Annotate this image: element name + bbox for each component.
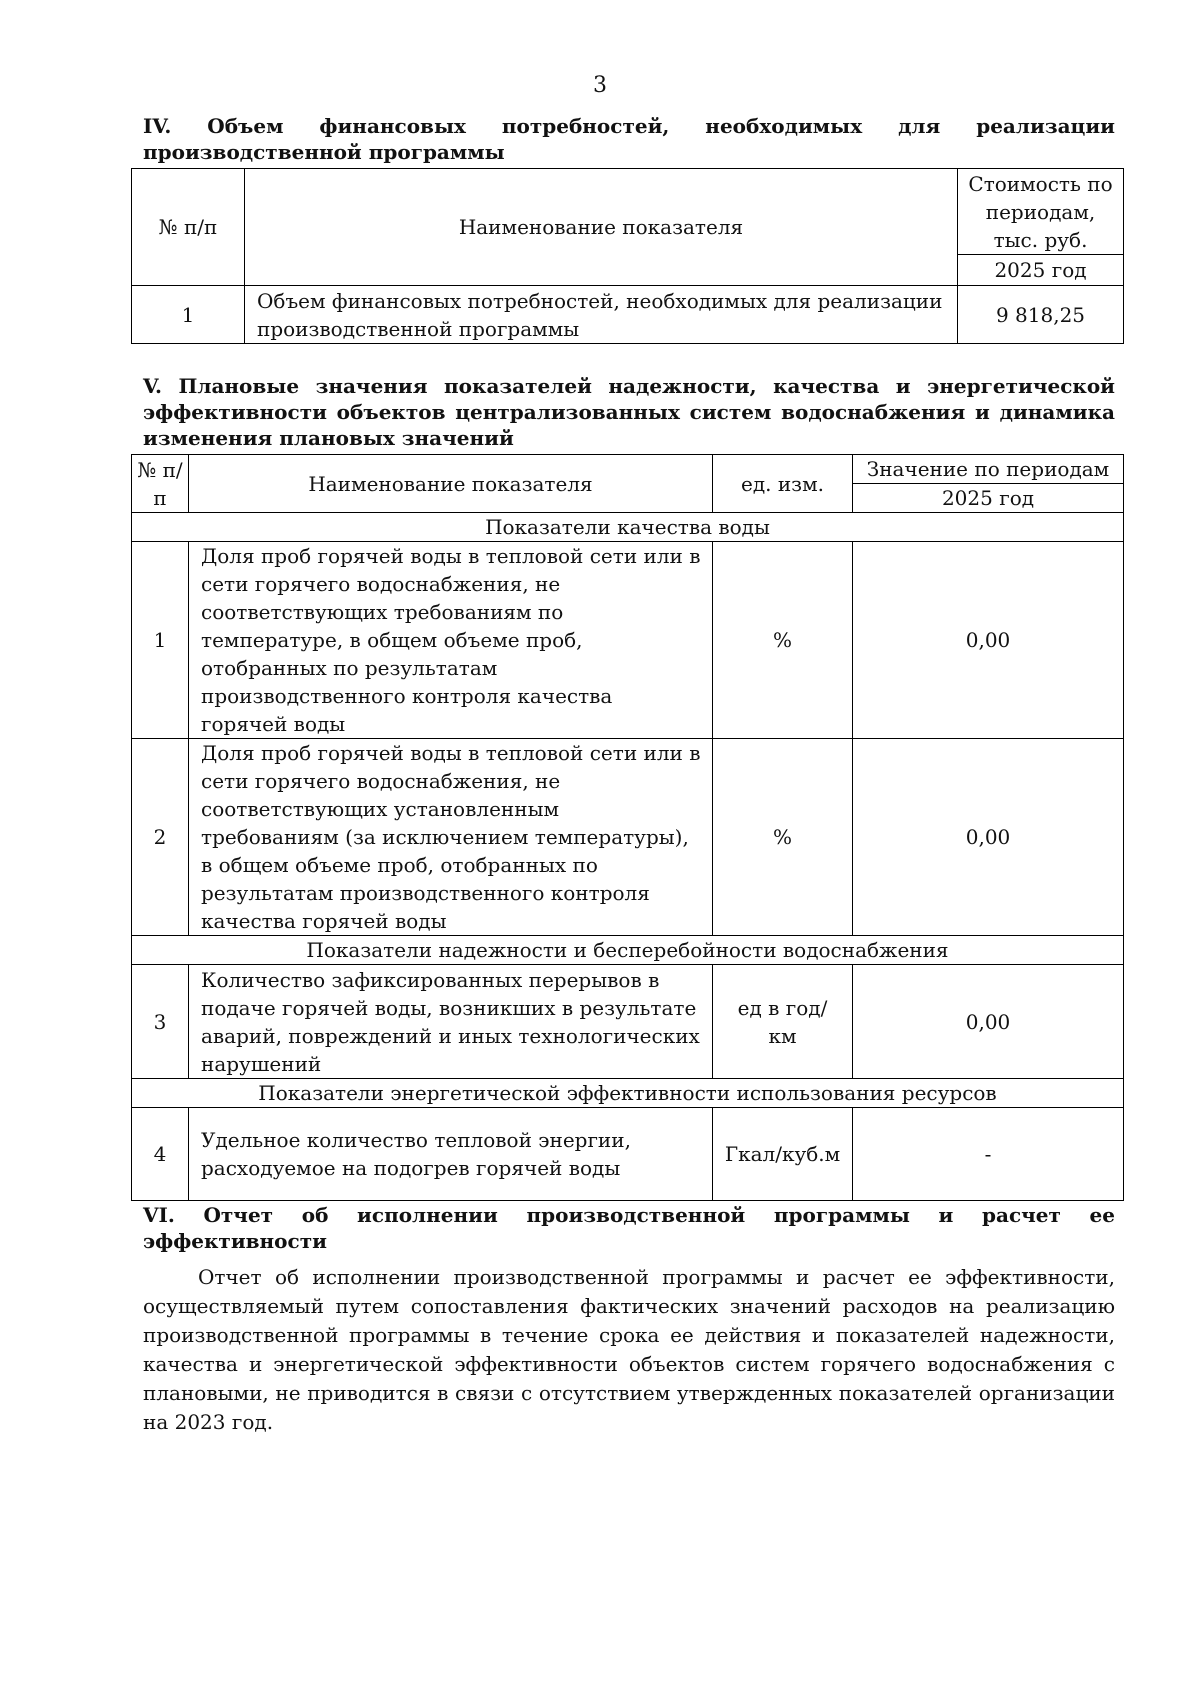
- row-name: Удельное количество тепловой энергии, расходуемое на подогрев горячей воды: [189, 1108, 713, 1201]
- row-name: Количество зафиксированных перерывов в подаче горячей воды, возникших в результате аварий, повреждений и иных технологических нарушений: [189, 965, 713, 1079]
- row-unit: %: [713, 542, 853, 739]
- row-value: 0,00: [853, 739, 1124, 936]
- row-name: Объем финансовых потребностей, необходимых для реализации производственной программы: [245, 286, 958, 344]
- row-name: Доля проб горячей воды в тепловой сети или в сети горячего водоснабжения, не соответствующих требованиям по температуре, в общем объеме проб, отобранных по результатам производственного контроля качества горячей воды: [189, 542, 713, 739]
- row-value: 0,00: [853, 965, 1124, 1079]
- group-energy-efficiency: Показатели энергетической эффективности использования ресурсов: [132, 1079, 1124, 1108]
- group-reliability: Показатели надежности и бесперебойности водоснабжения: [132, 936, 1124, 965]
- row-value: 9 818,25: [958, 286, 1124, 344]
- indicators-table: [131, 454, 1124, 1201]
- header-name: Наименование показателя: [189, 455, 713, 513]
- row-unit: %: [713, 739, 853, 936]
- section-4-title: IV. Объем финансовых потребностей, необходимых для реализации производственной программы: [143, 114, 1115, 164]
- row-name: Доля проб горячей воды в тепловой сети или в сети горячего водоснабжения, не соответствующих установленным требованиям (за исключением температуры), в общем объеме проб, отобранных по результатам производственного контроля качества горячей воды: [189, 739, 713, 936]
- row-num: 1: [132, 542, 189, 739]
- table-row: [132, 739, 1124, 936]
- report-paragraph: Отчет об исполнении производственной программы и расчет ее эффективности, осуществляемый путем сопоставления фактических значений расходов на реализацию производственной программы в течение срока ее действия и показателей надежности, качества и энергетической эффективности объектов систем горячего водоснабжения с плановыми, не приводится в связи с отсутствием утвержденных показателей организации на 2023 год.: [143, 1265, 1115, 1434]
- financial-needs-table: [131, 168, 1124, 344]
- table-row: [132, 965, 1124, 1079]
- header-name: Наименование показателя: [245, 169, 958, 286]
- row-num: 1: [132, 286, 245, 344]
- page-number: 3: [593, 73, 607, 98]
- row-unit: ед в год/ км: [713, 965, 853, 1079]
- table-row: [132, 286, 1124, 344]
- header-num: № п/п: [132, 455, 189, 513]
- row-num: 4: [132, 1108, 189, 1201]
- row-unit: Гкал/куб.м: [713, 1108, 853, 1201]
- group-water-quality: Показатели качества воды: [132, 513, 1124, 542]
- header-num: № п/п: [132, 169, 245, 286]
- section-5-title: V. Плановые значения показателей надежности, качества и энергетической эффективности объектов централизованных систем водоснабжения и динамика изменения плановых значений: [143, 374, 1115, 450]
- row-value: 0,00: [853, 542, 1124, 739]
- header-year: 2025 год: [853, 484, 1124, 513]
- row-value: -: [853, 1108, 1124, 1201]
- row-num: 2: [132, 739, 189, 936]
- table-row: [132, 1108, 1124, 1201]
- row-num: 3: [132, 965, 189, 1079]
- section-6-title: VI. Отчет об исполнении производственной программы и расчет ее эффективности: [143, 1203, 1115, 1253]
- header-value-by-period: Значение по периодам: [853, 455, 1124, 484]
- header-year: 2025 год: [958, 255, 1124, 286]
- table-row: [132, 542, 1124, 739]
- header-unit: ед. изм.: [713, 455, 853, 513]
- header-cost: Стоимость по периодам, тыс. руб.: [958, 169, 1124, 255]
